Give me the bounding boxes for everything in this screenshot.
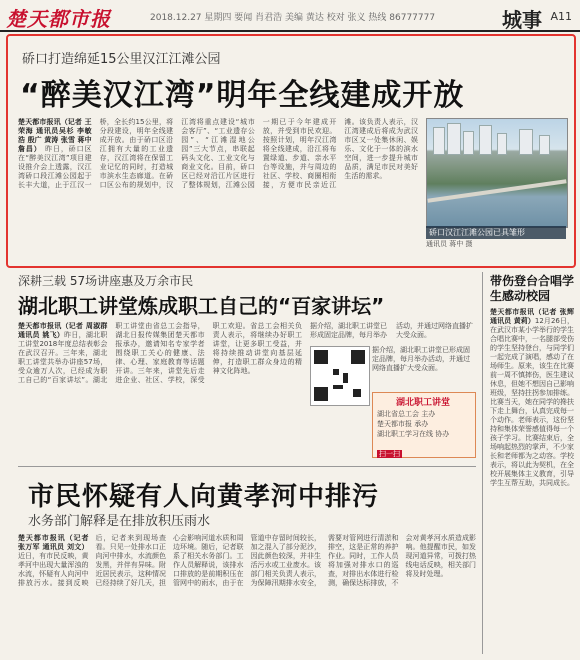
building-shape [447,123,461,155]
promo-tag-text: 扫一扫 [379,450,400,458]
promo-tag [377,441,402,460]
column-divider [482,272,483,654]
story1-text: 昨日，硚口区在“醉美汉江湾”项目建设推介会上透露，汉江湾硚口段江滩公园起于长丰大道，止于江汉一桥，全长约15公里，将分段建设，明年全线建成开放。由于硚口区沿江拥有大量的工业遗存，汉江湾将在保留工业记忆的同时，打造城市滨水生态廊道。在硚口区公布的规划中，汉江湾将重点建设“城市会客厅”、“工业遗存公园”、“江滩湿地公园”三大节点，串联起码头文化、工业文化与商业文化。目前，硚口区已经对沿江片区进行了整体规划，江滩公园一期已于今年建成开放，并受到市民欢迎。按照计划，明年汉江湾将全线建成，沿江将布置绿道、步道、亲水平台等设施，并与周边的社区、学校、商圈相衔接，方便市民亲近江滩。该负责人表示，汉江湾建成后将成为武汉市区又一处集休闲、娱乐、文化于一体的滨水空间，进一步提升城市品质，满足市民对美好生活的需求。 [18,118,418,189]
story1-byline: 楚天都市报讯（记者 王荣海 通讯员吴杉 李敏浩 殷广 黄涛 张雪 蒋中 詹昌） [18,118,92,153]
qr-finder [314,350,328,364]
story3-subhead: 水务部门解释是在排放积压雨水 [28,514,211,529]
story3-body [18,534,476,654]
story1-kicker: 硚口打造绵延15公里汉江江滩公园 [22,52,221,67]
section-divider [18,466,476,467]
section-title: 城事 [502,8,542,32]
story1-headline[interactable]: “醉美汉江湾”明年全线建成开放 [20,78,465,113]
qr-module [333,385,343,389]
side-headline[interactable]: 带伤登台合唱学生感动校园 [490,274,575,303]
page-number: A11 [550,10,572,23]
promo-row: 湖北省总工会 主办 [377,410,436,418]
issue-info: 2018.12.27 星期四 要闻 肖君浩 美编 黄达 校对 张义 热线 86777777 [150,13,436,23]
building-shape [479,125,492,155]
qr-finder [314,387,328,401]
story2-body [18,322,302,462]
story2-headline[interactable]: 湖北职工讲堂炼成职工自己的“百家讲坛” [18,294,385,318]
building-shape [463,131,474,155]
qr-code[interactable] [310,346,370,406]
building-shape [539,135,550,155]
story3-text: 近日，有市民反映，黄孝河中出现大量浑浊的水流，怀疑有人向河中排放污水。接到反映后，记者来到现场查看。只见一处排水口正向河中排水，水流颜色发黑，并伴有异味。附近居民表示，这种情况已经持续了好几天，担心会影响河道水质和周边环境。随后，记者联系了相关水务部门。工作人员解释说，该排水口排放的是前期积压在管网中的雨水，由于在管道中存留时间较长，加之混入了部分泥沙，因此颜色较深，并非生活污水或工业废水。该部门相关负责人表示，为保障汛期排水安全，需要对管网进行清淤和排空，这是正常的养护作业。同时，工作人员将加强对排水口的巡查，对排出水体进行检测，确保达标排放，不会对黄孝河水质造成影响。他提醒市民，如发现河道异常，可拨打热线电话反映，相关部门将及时处理。 [18,534,476,587]
story1-body [18,118,418,258]
qr-module [353,389,361,397]
side-byline: 楚天都市报讯（记者 张辉 通讯员 黄莉） [490,308,574,325]
story3-byline: 楚天都市报讯（记者 张万军 通讯员 刘文） [18,534,89,551]
story2-kicker: 深耕三载 57场讲座惠及万余市民 [18,274,194,288]
story3-headline[interactable]: 市民怀疑有人向黄孝河中排污 [28,482,380,512]
qr-module [333,369,339,375]
story2-side-text: 据介绍，湖北职工讲堂已形成固定品牌，每月举办活动，并通过网络直播扩大受众面。 [372,346,470,372]
qr-finder [351,350,365,364]
story2-extra: 据介绍，湖北职工讲堂已形成固定品牌，每月举办活动，并通过网络直播扩大受众面。 [310,322,473,339]
story2-byline: 楚天都市报讯（记者 周淑群 通讯员 姚飞） [18,322,108,339]
promo-title: 湖北职工讲堂 [395,398,450,408]
building-shape [519,129,533,155]
promo-row: 楚天都市报 承办 [377,420,429,428]
side-body [490,308,574,654]
building-shape [497,133,507,155]
road-shape [427,179,566,202]
lecture-promo-box [372,392,476,458]
newspaper-logo: 楚天都市报 [6,7,111,31]
side-text: 12月26日，在武汉市某小学举行的学生合唱比赛中，一名腿部受伤的学生坚持登台，与同学们一起完成了演唱，感动了在场师生。原来，该生在比赛前一周不慎摔伤，医生建议休息，但她不想因自己影响班级，坚持拄拐参加排练。比赛当天，她在同学的搀扶下走上舞台，认真完成每一个动作。老师表示，这份坚持和集体荣誉感值得每一个孩子学习。比赛结束后，全场响起热烈的掌声，不少家长和老师都为之动容。学校表示，将以此为契机，在全校开展集体主义教育，引导学生互帮互助，共同成长。 [490,317,574,487]
qr-module [343,373,348,383]
riverside-park-photo [426,118,568,228]
photo-caption: 硚口汉江江滩公园已具雏形 [426,226,566,239]
building-shape [433,127,445,155]
photo-credit: 通讯员 蒋中 摄 [426,240,473,248]
promo-row: 湖北职工学习在线 协办 [377,430,450,438]
story2-text: 昨日，湖北职工讲堂2018年度总结表彰会在武汉召开。三年来，湖北职工讲堂共举办讲座57场，受众逾万人次，已经成为职工自己的“百家讲坛”。湖北职工讲堂由省总工会指导，湖北日报传媒集团楚天都市报承办，邀请知名专家学者围绕职工关心的健康、法律、心理、家庭教育等话题开讲。三年来，讲堂先后走进企业、社区、学校，深受职工欢迎。省总工会相关负责人表示，将继续办好职工讲堂，让更多职工受益，并将持续推动讲堂向基层延伸，打造职工群众身边的精神文化阵地。 [18,322,302,384]
